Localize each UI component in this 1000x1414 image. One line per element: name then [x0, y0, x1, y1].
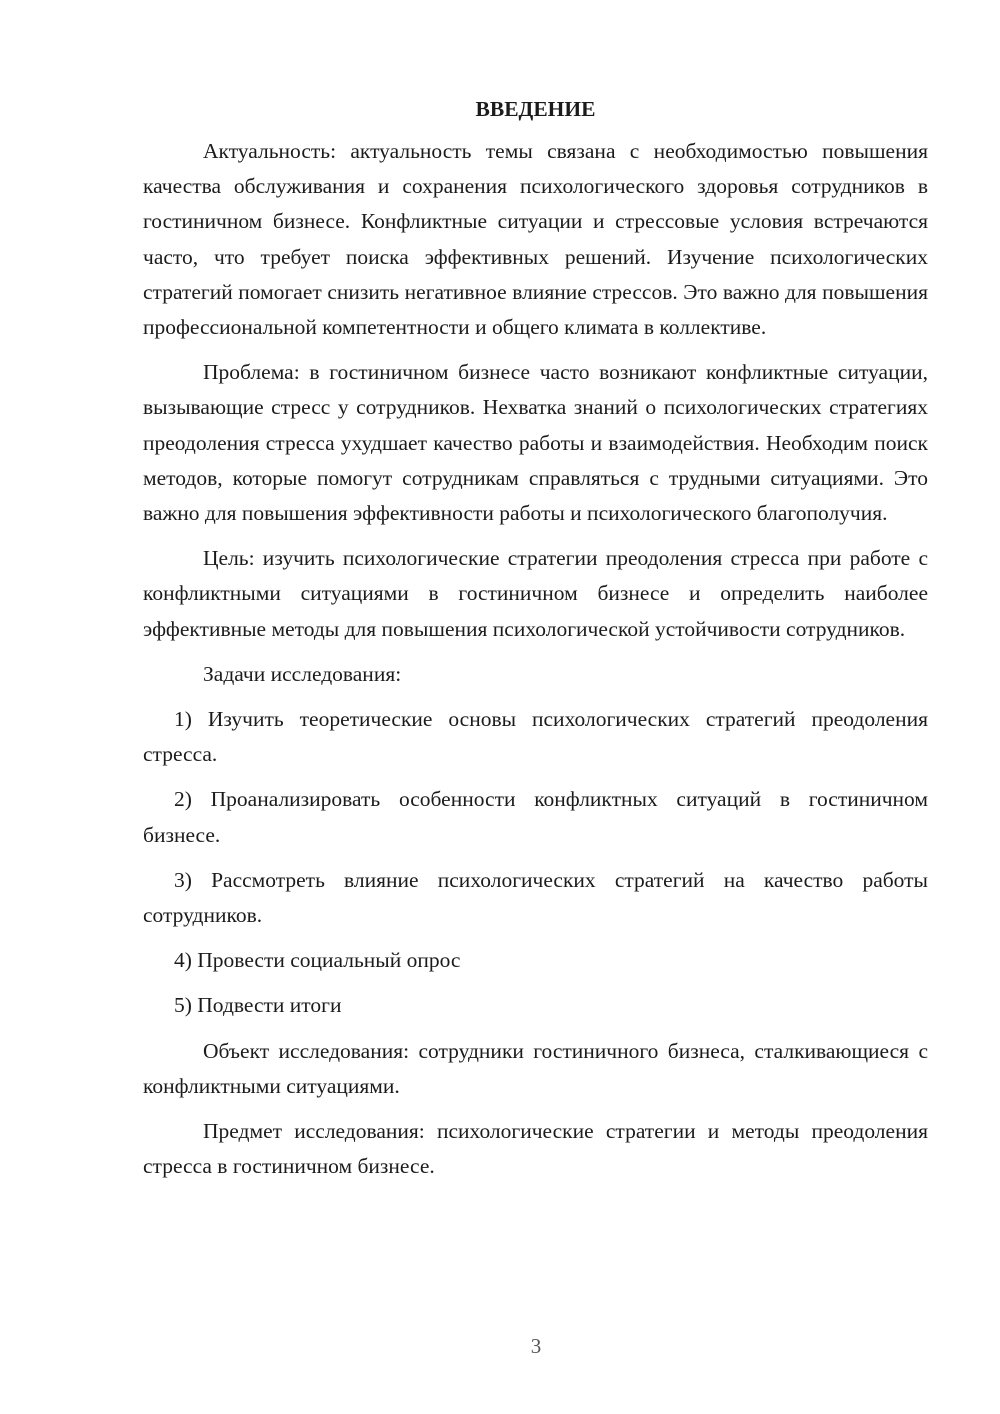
paragraph-problem: Проблема: в гостиничном бизнесе часто возникают конфликтные ситуации, вызывающие стресс у сотрудников. Нехватка знаний о психологических стратегиях преодоления стресса ухудшает качество работы и взаимодействия. Необходим поиск методов, которые помогут сотрудникам справляться с трудными ситуациями. Это важно для повышения эффективности работы и психологического благополучия.	[143, 360, 928, 526]
paragraph-subject: Предмет исследования: психологические стратегии и методы преодоления стресса в гостиничном бизнесе.	[143, 1119, 928, 1179]
task-item-3: 3) Рассмотреть влияние психологических стратегий на качество работы сотрудников.	[143, 867, 928, 928]
document-page	[143, 94, 928, 1194]
task-item-4: 4) Провести социальный опрос	[174, 948, 461, 973]
document-title: ВВЕДЕНИЕ	[475, 97, 596, 121]
tasks-heading: Задачи исследования:	[203, 661, 402, 686]
paragraph-object: Объект исследования: сотрудники гостиничного бизнеса, сталкивающиеся с конфликтными ситуациями.	[143, 1038, 928, 1098]
paragraph-relevance: Актуальность: актуальность темы связана с необходимостью повышения качества обслуживания и сохранения психологического здоровья сотрудников в гостиничном бизнесе. Конфликтные ситуации и стрессовые условия встречаются часто, что требует поиска эффективных решений. Изучение психологических стратегий помогает снизить негативное влияние стрессов. Это важно для повышения профессиональной компетентности и общего климата в коллективе.	[143, 139, 928, 340]
page-number: 3	[530, 1334, 542, 1358]
task-item-5: 5) Подвести итоги	[174, 993, 342, 1018]
paragraph-goal: Цель: изучить психологические стратегии преодоления стресса при работе с конфликтными ситуациями в гостиничном бизнесе и определить наиболее эффективные методы для повышения психологической устойчивости сотрудников.	[143, 546, 928, 641]
task-item-1: 1) Изучить теоретические основы психологических стратегий преодоления стресса.	[143, 707, 928, 767]
task-item-2: 2) Проанализировать особенности конфликтных ситуаций в гостиничном бизнесе.	[143, 787, 928, 847]
